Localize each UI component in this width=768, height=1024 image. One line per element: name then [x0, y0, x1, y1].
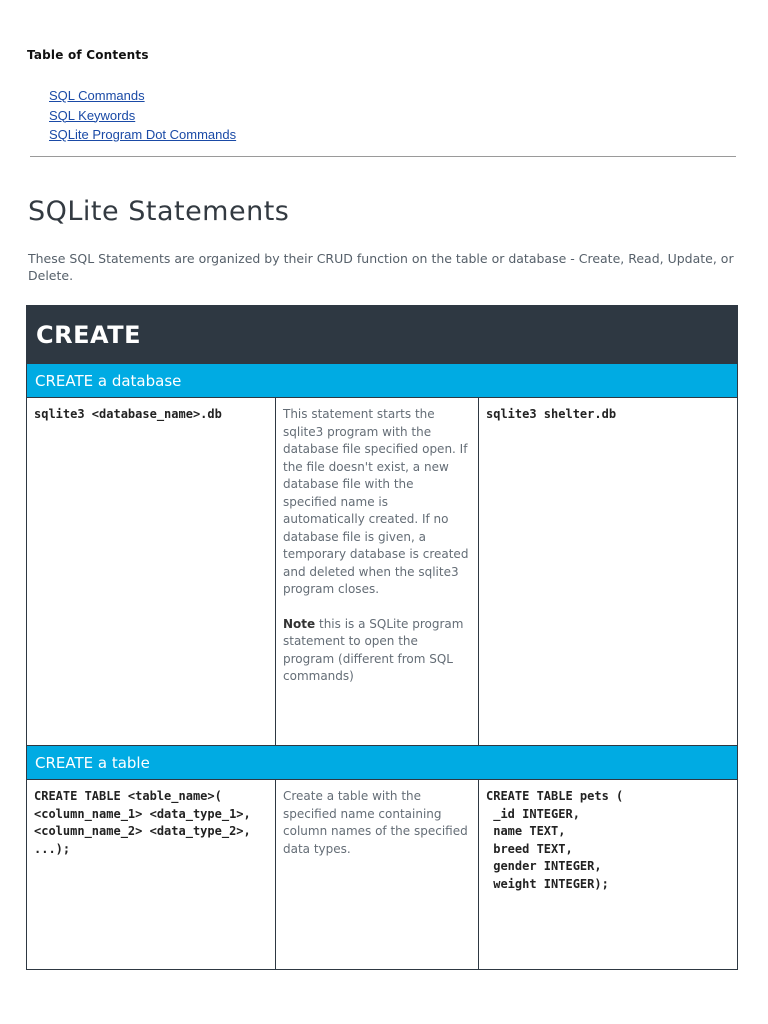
- table-row-create-database: [27, 398, 737, 746]
- syntax-cell: [27, 398, 276, 745]
- note-text: this is a SQLite program statement to open the program (different from SQL commands): [283, 616, 464, 683]
- toc-divider: [30, 156, 736, 157]
- description-text: Create a table with the specified name containing column names of the specified data types.: [283, 789, 468, 856]
- toc-link-sql-commands[interactable]: SQL Commands: [49, 88, 145, 103]
- example-code: CREATE TABLE pets ( _id INTEGER, name TEXT, breed TEXT, gender INTEGER, weight INTEGER);: [486, 789, 624, 891]
- note-paragraph: [283, 616, 471, 686]
- create-card-header: CREATE: [27, 306, 737, 364]
- section-title-create-table: CREATE a table: [27, 746, 737, 780]
- description-cell: [276, 780, 479, 970]
- section-title-create-database: CREATE a database: [27, 364, 737, 398]
- syntax-code: CREATE TABLE <table_name>( <column_name_1> <data_type_1>, <column_name_2> <data_type_2>, ...);: [34, 789, 251, 856]
- create-card: [26, 305, 738, 970]
- toc-heading: Table of Contents: [27, 48, 149, 62]
- example-cell: [479, 780, 737, 970]
- page-title: SQLite Statements: [28, 196, 290, 227]
- syntax-cell: [27, 780, 276, 970]
- toc-list: [49, 86, 236, 145]
- description-cell: [276, 398, 479, 745]
- toc-link-sqlite-dot-commands[interactable]: SQLite Program Dot Commands: [49, 127, 237, 142]
- example-code: sqlite3 shelter.db: [486, 407, 617, 421]
- note-label: Note: [283, 616, 316, 631]
- table-row-create-table: [27, 780, 737, 970]
- toc-link-sql-keywords[interactable]: SQL Keywords: [49, 107, 136, 123]
- example-cell: [479, 398, 737, 745]
- syntax-code: sqlite3 <database_name>.db: [34, 407, 222, 421]
- intro-paragraph: These SQL Statements are organized by their CRUD function on the table or database - Create, Read, Update, or Delete.: [28, 251, 734, 283]
- description-text: This statement starts the sqlite3 program with the database file specified open. If the file doesn't exist, a new database file with the specified name is automatically created. If no database file is given, a temporary database is created and deleted when the sqlite3 program closes.: [283, 407, 469, 596]
